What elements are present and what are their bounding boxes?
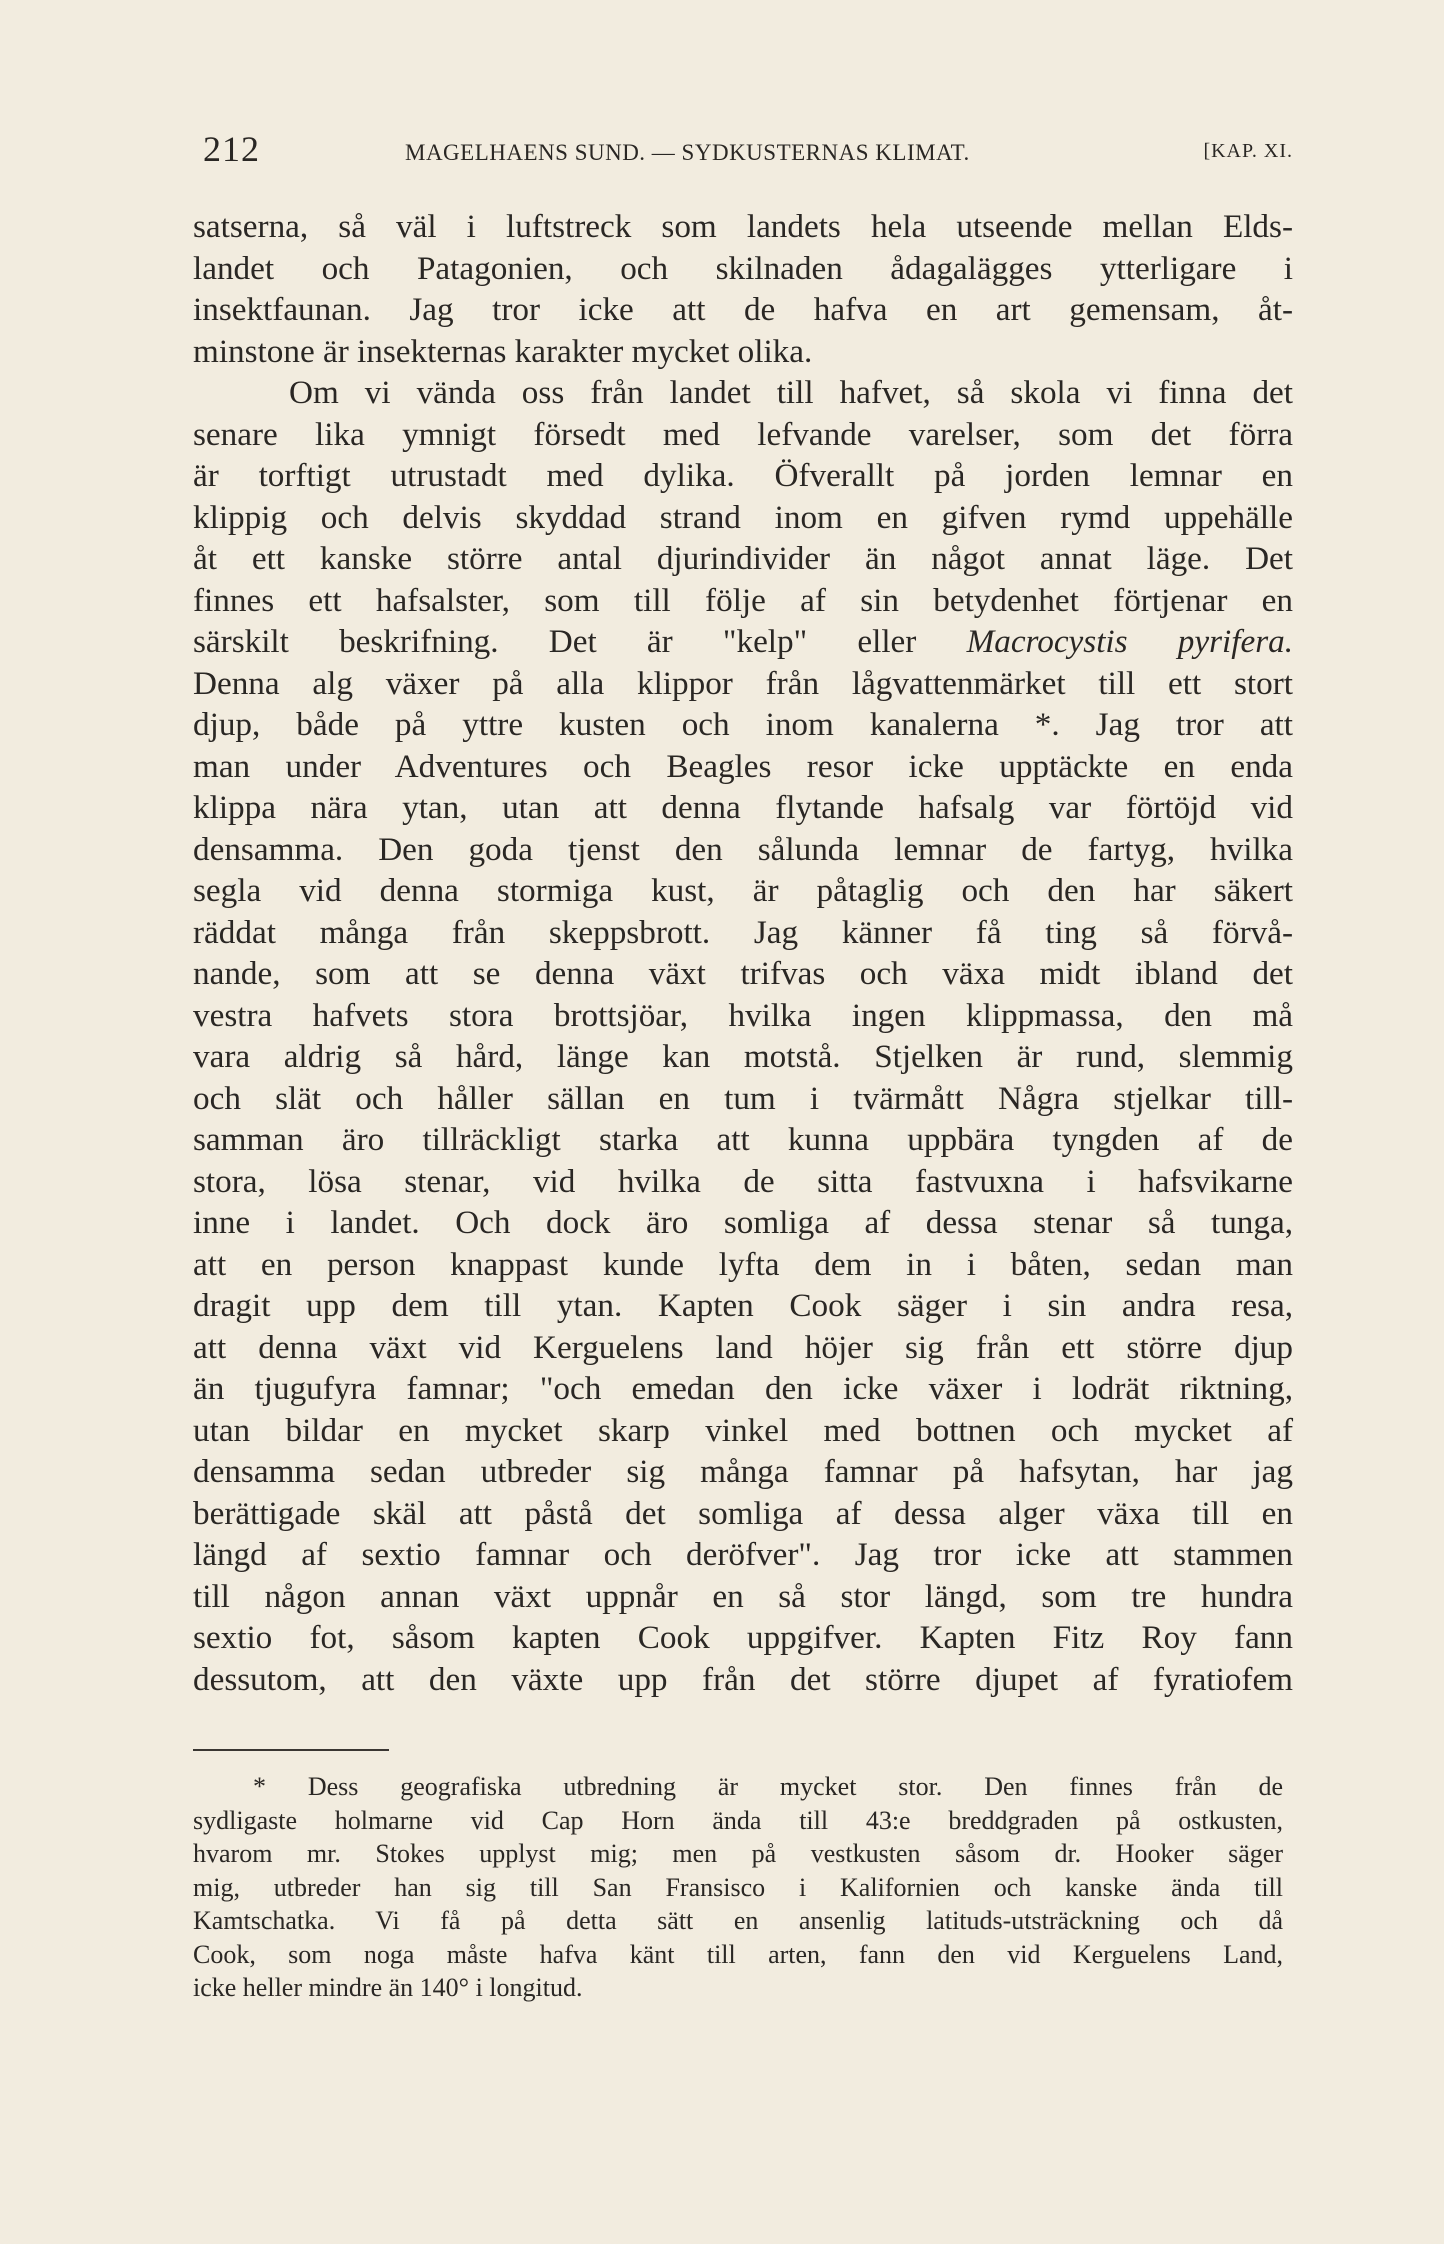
text-line: klippa nära ytan, utan att denna flytande hafsalg var förtöjd vid [193,789,1293,826]
footnote [193,1770,1283,2005]
text-line: segla vid denna stormiga kust, är påtaglig och den har säkert [193,872,1293,909]
text-line: landet och Patagonien, och skilnaden ådagalägges ytterligare i [193,249,1293,287]
text-line: att denna växt vid Kerguelens land höjer sig från ett större djup [193,1328,1293,1366]
footnote-line: Kamtschatka. Vi få på detta sätt en ansenlig latituds-utsträckning och då [193,1906,1283,1935]
text-line: djup, både på yttre kusten och inom kanalerna *. Jag tror att [193,706,1293,743]
main-text [193,206,1293,1700]
page-header [193,128,1293,178]
running-title: MAGELHAENS SUND. — SYDKUSTERNAS KLIMAT. [405,140,970,165]
text-line: Om vi vända oss från landet till hafvet, så skola vi finna det [289,374,1293,411]
text-line: längd af sextio famnar och deröfver". Jag tror icke att stammen [193,1536,1293,1573]
text-line: räddat många från skeppsbrott. Jag känner få ting så förvå- [193,913,1293,951]
text-line: minstone är insekternas karakter mycket olika. [193,332,813,370]
text-line: finnes ett hafsalster, som till följe af sin betydenhet förtjenar en [193,581,1293,619]
text-line: densamma sedan utbreder sig många famnar på hafsytan, har jag [193,1453,1293,1490]
text-line: dessutom, att den växte upp från det större djupet af fyratiofem [193,1660,1293,1698]
text-line: vara aldrig så hård, länge kan motstå. Stjelken är rund, slemmig [193,1038,1293,1075]
text-line-with-italic [193,621,1293,663]
text-line: till någon annan växt uppnår en så stor längd, som tre hundra [193,1577,1293,1615]
footnote-line: * Dess geografiska utbredning är mycket stor. Den finnes från de [253,1772,1283,1801]
text-line: sextio fot, såsom kapten Cook uppgifver. Kapten Fitz Roy fann [193,1619,1293,1656]
footnote-line: sydligaste holmarne vid Cap Horn ända till 43:e breddgraden på ostkusten, [193,1805,1283,1835]
text-line: berättigade skäl att påstå det somliga af dessa alger växa till en [193,1494,1293,1532]
text-line: inne i landet. Och dock äro somliga af dessa stenar så tunga, [193,1204,1293,1241]
text-line: satserna, så väl i luftstreck som landets hela utseende mellan Elds- [193,208,1293,245]
chapter-marker: [KAP. XI. [1203,140,1293,162]
text-line: stora, lösa stenar, vid hvilka de sitta fastvuxna i hafsvikarne [193,1162,1293,1200]
footnote-divider [193,1749,389,1751]
text-span: särskilt beskrifning. Det är "kelp" eller [193,623,917,660]
text-line: utan bildar en mycket skarp vinkel med bottnen och mycket af [193,1411,1293,1449]
text-line: densamma. Den goda tjenst den sålunda lemnar de fartyg, hvilka [193,830,1293,868]
text-line: vestra hafvets stora brottsjöar, hvilka ingen klippmassa, den må [193,996,1293,1034]
text-line: är torftigt utrustadt med dylika. Öfverallt på jorden lemnar en [193,457,1293,494]
text-line: än tjugufyra famnar; "och emedan den icke växer i lodrät riktning, [193,1370,1293,1407]
footnote-line: mig, utbreder han sig till San Fransisco i Kalifornien och kanske ända till [193,1872,1283,1902]
text-line: samman äro tillräckligt starka att kunna uppbära tyngden af de [193,1121,1293,1158]
text-line: nande, som att se denna växt trifvas och växa midt ibland det [193,955,1293,992]
text-line: åt ett kanske större antal djurindivider än något annat läge. Det [193,540,1293,577]
text-line: och slät och håller sällan en tum i tvärmått Några stjelkar till- [193,1079,1293,1117]
footnote-line: hvarom mr. Stokes upplyst mig; men på vestkusten såsom dr. Hooker säger [193,1839,1283,1868]
text-line: dragit upp dem till ytan. Kapten Cook säger i sin andra resa, [193,1287,1293,1324]
footnote-line: icke heller mindre än 140° i longitud. [193,1973,583,2002]
text-line: senare lika ymnigt försedt med lefvande varelser, som det förra [193,415,1293,453]
text-line: man under Adventures och Beagles resor icke upptäckte en enda [193,747,1293,785]
species-name: Macrocystis pyrifera. [966,623,1293,660]
text-line: Denna alg växer på alla klippor från lågvattenmärket till ett stort [193,664,1293,702]
text-line: insektfaunan. Jag tror icke att de hafva en art gemensam, åt- [193,291,1293,328]
text-line: att en person knappast kunde lyfta dem in i båten, sedan man [193,1245,1293,1283]
text-line: klippig och delvis skyddad strand inom en gifven rymd uppehälle [193,498,1293,536]
footnote-line: Cook, som noga måste hafva känt till arten, fann den vid Kerguelens Land, [193,1939,1283,1969]
page-number: 212 [203,129,260,169]
